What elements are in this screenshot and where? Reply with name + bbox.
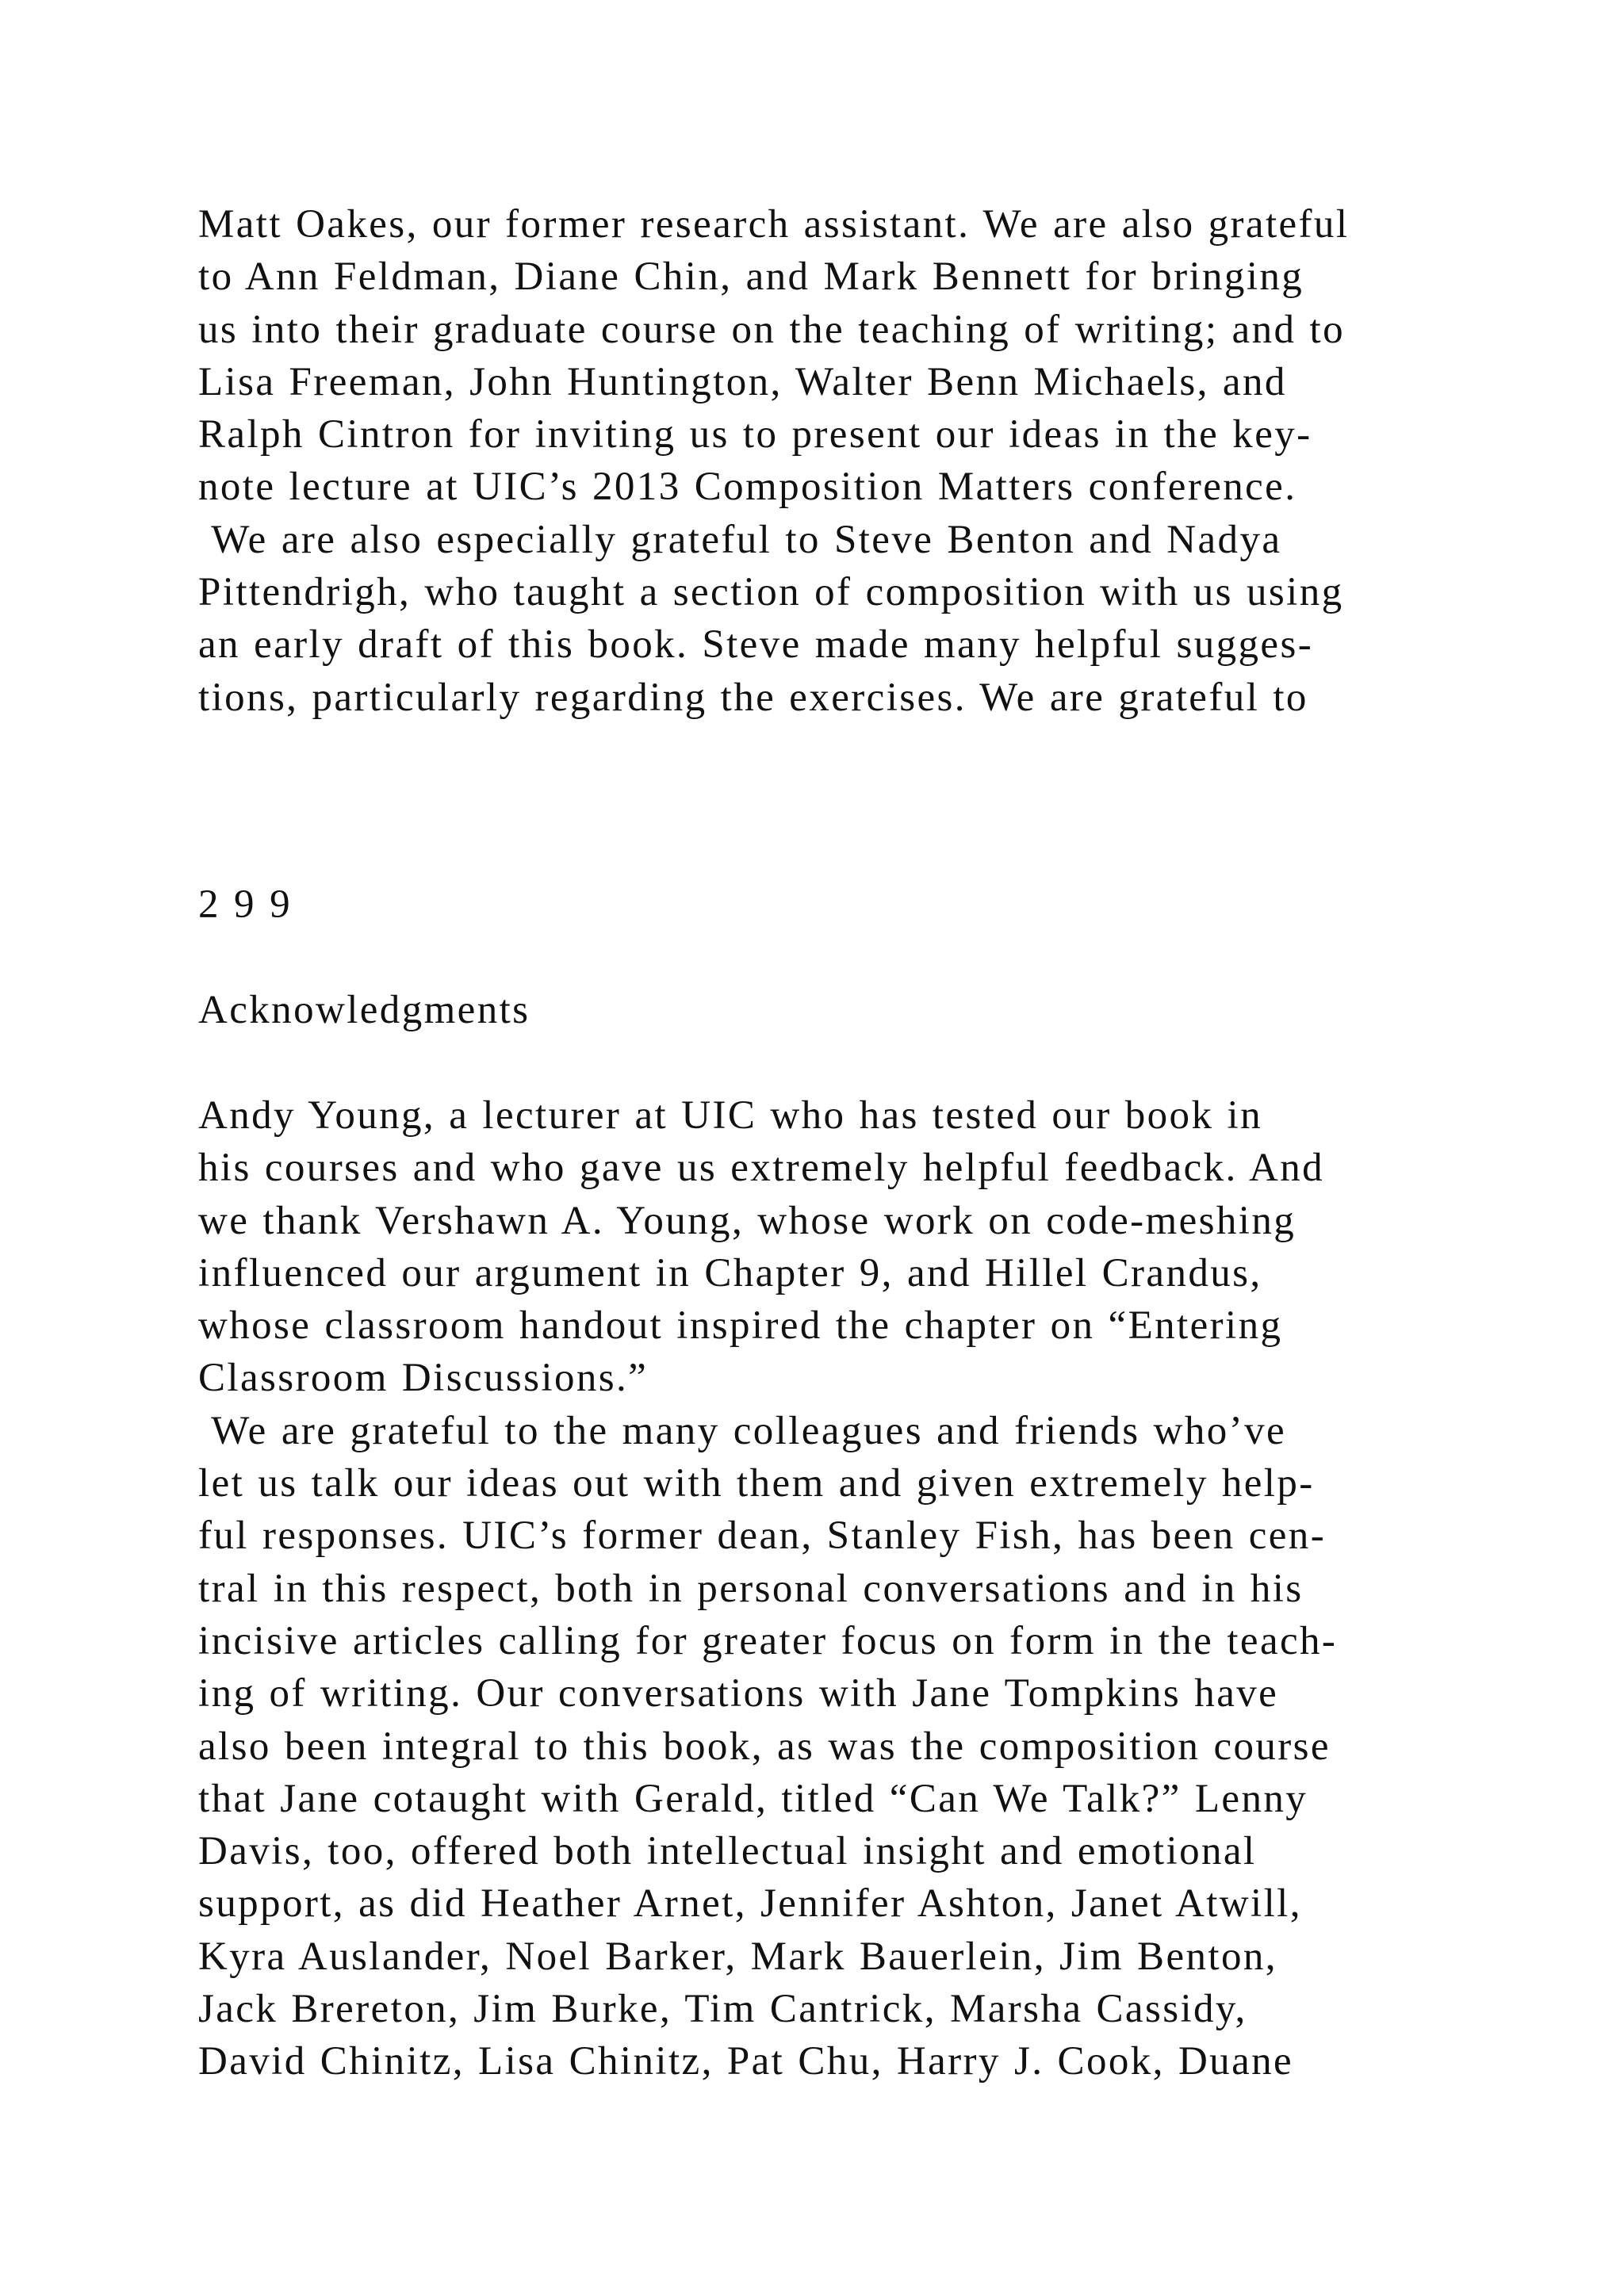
- text-line: ful responses. UIC’s former dean, Stanley Fish, has been cen-: [198, 1513, 1327, 1559]
- text-line: Andy Young, a lecturer at UIC who has tested our book in: [198, 1093, 1262, 1138]
- text-line: note lecture at UIC’s 2013 Composition Matters conference.: [198, 465, 1297, 510]
- running-heading-block: [198, 984, 1507, 1036]
- text-line: Jack Brereton, Jim Burke, Tim Cantrick, Marsha Cassidy,: [198, 1987, 1247, 2032]
- text-line: Kyra Auslander, Noel Barker, Mark Bauerlein, Jim Benton,: [198, 1934, 1277, 1979]
- text-line: his courses and who gave us extremely helpful feedback. And: [198, 1146, 1325, 1191]
- paragraph-block-bottom: [198, 1089, 1507, 2088]
- text-line: Matt Oakes, our former research assistant. We are also grateful: [198, 202, 1350, 247]
- text-line: to Ann Feldman, Diane Chin, and Mark Bennett for bringing: [198, 254, 1304, 300]
- text-line: Lisa Freeman, John Huntington, Walter Benn Michaels, and: [198, 359, 1287, 404]
- text-line: ing of writing. Our conversations with Jane Tompkins have: [198, 1671, 1279, 1716]
- running-heading: Acknowledgments: [198, 988, 530, 1032]
- text-line: We are grateful to the many colleagues and friends who’ve: [198, 1408, 1287, 1453]
- page-number: 2 9 9: [198, 882, 292, 927]
- text-line: we thank Vershawn A. Young, whose work on code-meshing: [198, 1198, 1297, 1243]
- text-line: Classroom Discussions.”: [198, 1356, 649, 1401]
- text-line: that Jane cotaught with Gerald, titled “Can We Talk?” Lenny: [198, 1776, 1308, 1821]
- page-number-block: [198, 878, 1507, 931]
- text-line: us into their graduate course on the teaching of writing; and to: [198, 307, 1345, 352]
- text-line: tral in this respect, both in personal conversations and in his: [198, 1566, 1304, 1611]
- text-line: an early draft of this book. Steve made many helpful sugges-: [198, 622, 1314, 668]
- text-line: support, as did Heather Arnet, Jennifer Ashton, Janet Atwill,: [198, 1881, 1302, 1927]
- text-line: Pittendrigh, who taught a section of composition with us using: [198, 570, 1344, 615]
- text-line: also been integral to this book, as was the composition course: [198, 1724, 1331, 1769]
- text-line: let us talk our ideas out with them and given extremely help-: [198, 1461, 1315, 1506]
- text-line: We are also especially grateful to Steve Benton and Nadya: [198, 517, 1282, 562]
- text-line: whose classroom handout inspired the chapter on “Entering: [198, 1303, 1283, 1349]
- text-line: incisive articles calling for greater focus on form in the teach-: [198, 1618, 1338, 1663]
- paragraph-block-top: [198, 198, 1507, 724]
- text-line: influenced our argument in Chapter 9, and Hillel Crandus,: [198, 1250, 1262, 1295]
- text-line: Ralph Cintron for inviting us to present our ideas in the key-: [198, 412, 1312, 457]
- text-line: Davis, too, offered both intellectual insight and emotional: [198, 1829, 1257, 1874]
- text-line: tions, particularly regarding the exercises. We are grateful to: [198, 675, 1308, 720]
- text-line: David Chinitz, Lisa Chinitz, Pat Chu, Harry J. Cook, Duane: [198, 2039, 1294, 2084]
